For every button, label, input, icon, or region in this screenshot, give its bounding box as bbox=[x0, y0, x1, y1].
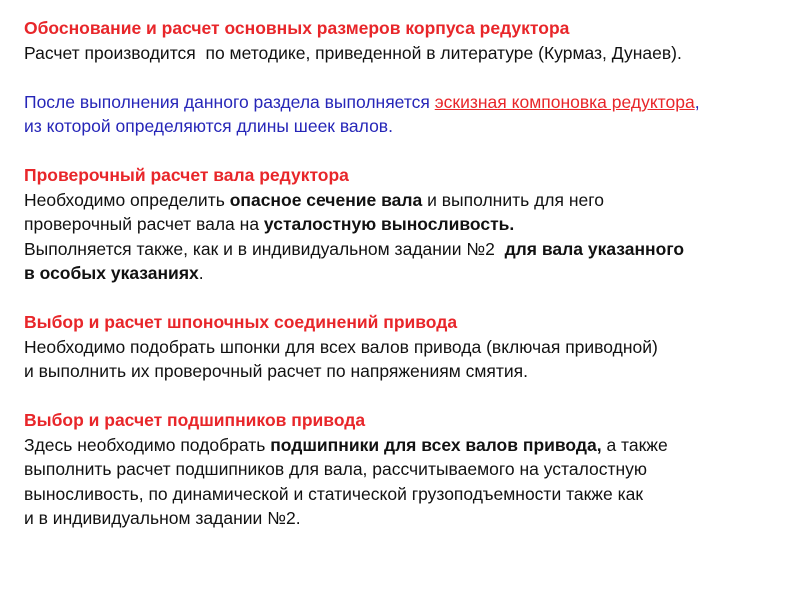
text-line: Расчет производится по методике, приведенной в литературе (Курмаз, Дунаев). bbox=[24, 42, 682, 63]
bold-fragment: усталостную выносливость. bbox=[263, 214, 515, 234]
section-shaft-check bbox=[24, 163, 794, 286]
text-line bbox=[24, 261, 794, 286]
bold-fragment: в особых указаниях bbox=[24, 263, 199, 283]
section-layout-note bbox=[24, 90, 794, 139]
section-keys bbox=[24, 310, 794, 384]
text-line: выносливость, по динамической и статической грузоподъемности также как bbox=[24, 483, 644, 504]
text-fragment: Необходимо определить bbox=[24, 189, 230, 210]
text-fragment: и выполнить для него bbox=[422, 189, 604, 210]
sketch-layout-link[interactable]: эскизная компоновка редуктора bbox=[434, 91, 695, 112]
text-line: и в индивидуальном задании №2. bbox=[24, 508, 301, 528]
text-line: Необходимо подобрать шпонки для всех валов привода (включая приводной) bbox=[24, 336, 658, 357]
text-fragment: . bbox=[198, 263, 204, 283]
text-line bbox=[24, 90, 794, 115]
text-line: выполнить расчет подшипников для вала, рассчитываемого на усталостную bbox=[24, 459, 648, 479]
section-housing bbox=[24, 16, 794, 65]
text-fragment: После выполнения данного раздела выполняется bbox=[24, 91, 435, 112]
text-line: из которой определяются длины шеек валов. bbox=[24, 116, 393, 136]
text-fragment: , bbox=[694, 91, 700, 112]
text-line bbox=[24, 212, 794, 237]
bold-fragment: подшипники для всех валов привода, bbox=[270, 434, 602, 455]
text-line bbox=[24, 237, 794, 262]
text-line bbox=[24, 188, 794, 213]
section-bearings bbox=[24, 408, 794, 531]
text-fragment: Выполняется также, как и в индивидуальном задании №2 bbox=[24, 238, 505, 259]
text-fragment: проверочный расчет вала на bbox=[24, 214, 264, 234]
section-title-shaft: Проверочный расчет вала редуктора bbox=[24, 165, 349, 185]
bold-fragment: опасное сечение вала bbox=[229, 189, 423, 210]
bold-fragment: для вала указанного bbox=[504, 238, 685, 259]
text-fragment: а также bbox=[601, 434, 668, 455]
text-line: и выполнить их проверочный расчет по напряжениям смятия. bbox=[24, 361, 528, 381]
slide-content bbox=[24, 16, 794, 555]
section-title-keys: Выбор и расчет шпоночных соединений привода bbox=[24, 312, 458, 332]
text-fragment: Здесь необходимо подобрать bbox=[24, 434, 271, 455]
text-line bbox=[24, 433, 794, 458]
section-title-bearings: Выбор и расчет подшипников привода bbox=[24, 410, 366, 430]
section-title-housing: Обоснование и расчет основных размеров корпуса редуктора bbox=[24, 18, 570, 38]
